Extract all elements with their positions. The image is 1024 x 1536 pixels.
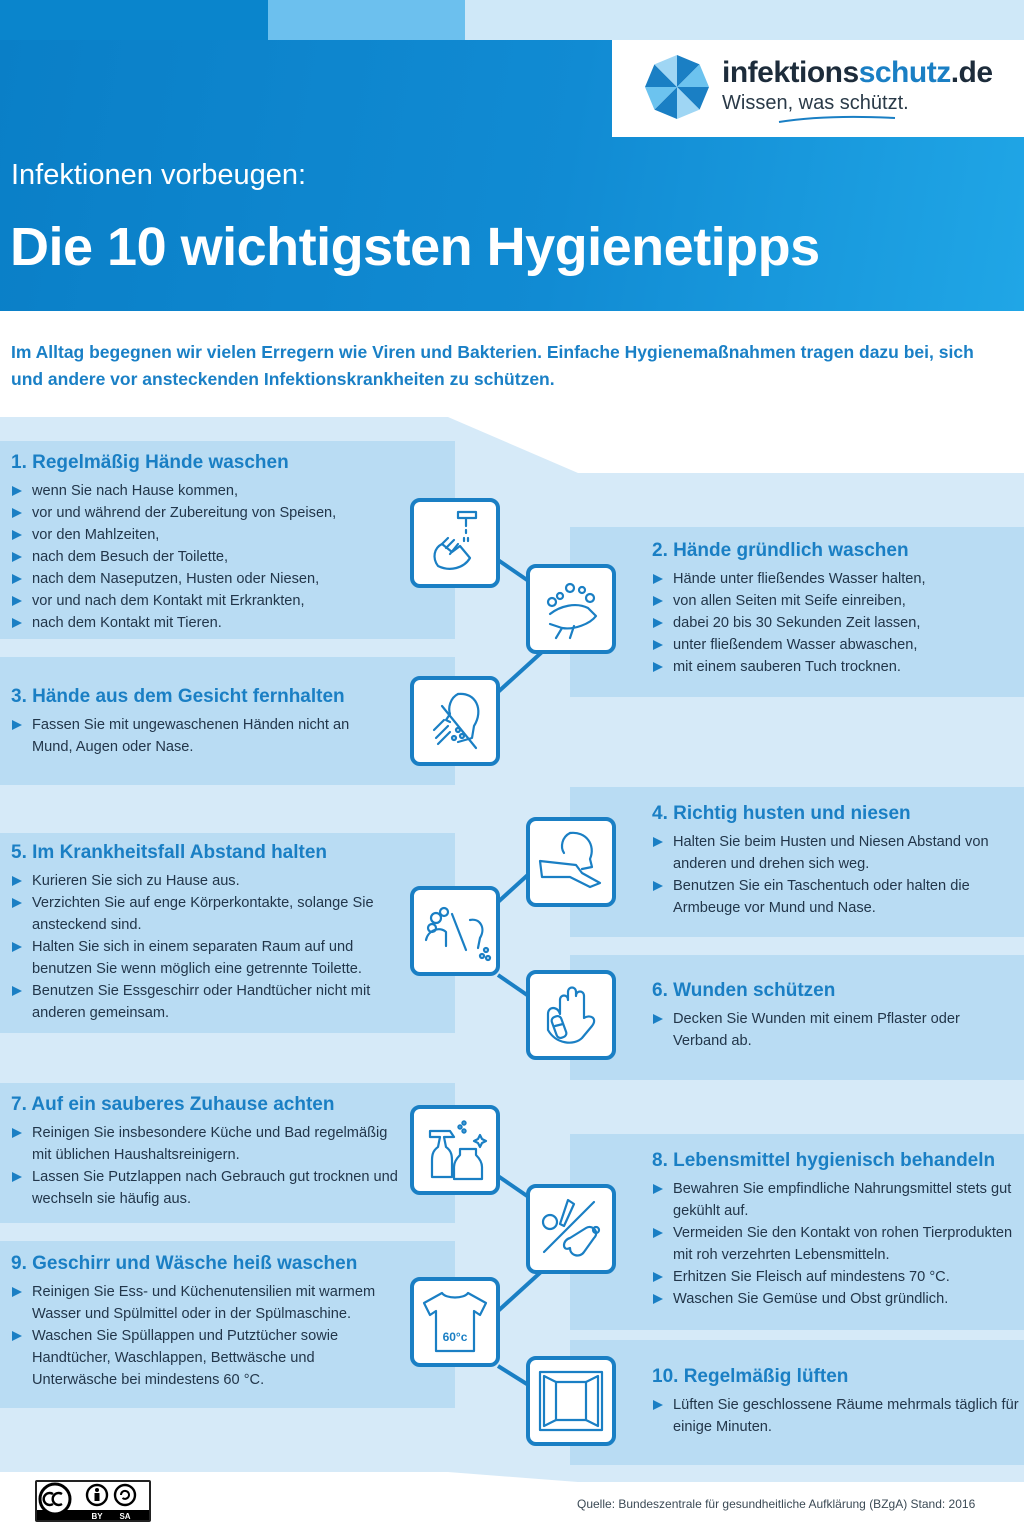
list-item: Lüften Sie geschlossene Räume mehrmals täglich für einige Minuten.: [652, 1394, 1024, 1438]
list-item: Kurieren Sie sich zu Hause aus.: [11, 870, 401, 892]
tip-6: [652, 980, 992, 1052]
tip-3: [11, 686, 391, 758]
tip-8: [652, 1150, 1024, 1310]
cough-into-elbow-icon: [526, 817, 616, 907]
list-item: Decken Sie Wunden mit einem Pflaster oder Verband ab.: [652, 1008, 992, 1052]
page-subtitle: Infektionen vorbeugen:: [11, 159, 307, 191]
list-item: von allen Seiten mit Seife einreiben,: [652, 590, 1024, 612]
list-item: nach dem Naseputzen, Husten oder Niesen,: [11, 568, 451, 590]
list-item: unter fließendem Wasser abwaschen,: [652, 634, 1024, 656]
list-item: Hände unter fließendes Wasser halten,: [652, 568, 1024, 590]
page-title: Die 10 wichtigsten Hygienetipps: [10, 217, 820, 277]
tip-4-title: 4. Richtig husten und niesen: [652, 803, 911, 824]
list-item: vor und nach dem Kontakt mit Erkrankten,: [11, 590, 451, 612]
bandaged-hand-icon: [526, 970, 616, 1060]
tip-10-title: 10. Regelmäßig lüften: [652, 1366, 849, 1387]
tip-1: [11, 452, 451, 634]
list-item: nach dem Besuch der Toilette,: [11, 546, 451, 568]
tip-6-title: 6. Wunden schützen: [652, 980, 836, 1001]
list-item: Reinigen Sie insbesondere Küche und Bad regelmäßig mit üblichen Haushaltsreinigern.: [11, 1122, 401, 1166]
list-item: Waschen Sie Spüllappen und Putztücher sowie Handtücher, Waschlappen, Bettwäsche und Unterwäsche bei mindestens 60 °C.: [11, 1325, 403, 1391]
soapy-hands-icon: [526, 564, 616, 654]
source-citation: Quelle: Bundeszentrale für gesundheitliche Aufklärung (BZgA) Stand: 2016: [577, 1497, 976, 1511]
tip-5-title: 5. Im Krankheitsfall Abstand halten: [11, 842, 328, 863]
tip-10: [652, 1366, 1024, 1438]
intro-text: Im Alltag begegnen wir vielen Erregern wie Viren und Bakterien. Einfache Hygienemaßnahmen tragen dazu bei, sich und andere vor ansteckenden Infektionskrankheiten zu schützen.: [11, 342, 974, 389]
list-item: Vermeiden Sie den Kontakt von rohen Tierprodukten mit roh verzehrten Lebensmitteln.: [652, 1222, 1024, 1266]
cc-by-sa-icon: [37, 1482, 149, 1520]
tip-7: [11, 1094, 401, 1210]
logo-tagline: Wissen, was schützt.: [722, 92, 909, 114]
tip-1-title: 1. Regelmäßig Hände waschen: [11, 452, 289, 473]
open-window-icon: [526, 1356, 616, 1446]
list-item: Halten Sie beim Husten und Niesen Abstand von anderen und drehen sich weg.: [652, 831, 1012, 875]
list-item: vor den Mahlzeiten,: [11, 524, 451, 546]
list-item: vor und während der Zubereitung von Speisen,: [11, 502, 451, 524]
tip-4: [652, 803, 1012, 919]
license-by-label: BY: [91, 1512, 103, 1520]
tip-2: [652, 540, 1024, 678]
list-item: wenn Sie nach Hause kommen,: [11, 480, 451, 502]
list-item: Fassen Sie mit ungewaschenen Händen nicht an Mund, Augen oder Nase.: [11, 714, 391, 758]
list-item: Benutzen Sie ein Taschentuch oder halten die Armbeuge vor Mund und Nase.: [652, 875, 1012, 919]
no-face-touching-icon: [410, 676, 500, 766]
tip-9-title: 9. Geschirr und Wäsche heiß waschen: [11, 1253, 358, 1274]
list-item: nach dem Kontakt mit Tieren.: [11, 612, 451, 634]
cleaning-bottles-icon: [410, 1105, 500, 1195]
list-item: Bewahren Sie empfindliche Nahrungsmittel stets gut gekühlt auf.: [652, 1178, 1024, 1222]
tip-9: [11, 1253, 403, 1391]
creative-commons-license-badge[interactable]: [35, 1480, 151, 1522]
keep-distance-icon: [410, 886, 500, 976]
list-item: Erhitzen Sie Fleisch auf mindestens 70 °C.: [652, 1266, 1024, 1288]
list-item: mit einem sauberen Tuch trocknen.: [652, 656, 1024, 678]
logo-wordmark: infektionsschutz.de: [722, 56, 993, 89]
tip-8-title: 8. Lebensmittel hygienisch behandeln: [652, 1150, 996, 1171]
tip-5: [11, 842, 401, 1024]
list-item: Halten Sie sich in einem separaten Raum auf und benutzen Sie wenn möglich eine getrennte Toilette.: [11, 936, 401, 980]
list-item: Waschen Sie Gemüse und Obst gründlich.: [652, 1288, 1024, 1310]
license-sa-label: SA: [119, 1512, 131, 1520]
list-item: Verzichten Sie auf enge Körperkontakte, solange Sie ansteckend sind.: [11, 892, 401, 936]
tip-7-title: 7. Auf ein sauberes Zuhause achten: [11, 1094, 335, 1115]
hand-washing-faucet-icon: [410, 498, 500, 588]
food-separation-icon: [526, 1184, 616, 1274]
list-item: Lassen Sie Putzlappen nach Gebrauch gut trocknen und wechseln sie häufig aus.: [11, 1166, 401, 1210]
list-item: Benutzen Sie Essgeschirr oder Handtücher nicht mit anderen gemeinsam.: [11, 980, 401, 1024]
list-item: Reinigen Sie Ess- und Küchenutensilien mit warmem Wasser und Spülmittel oder in der Spülmaschine.: [11, 1281, 403, 1325]
tip-2-title: 2. Hände gründlich waschen: [652, 540, 909, 561]
shirt-temperature-label: 60°c: [442, 1330, 468, 1344]
list-item: dabei 20 bis 30 Sekunden Zeit lassen,: [652, 612, 1024, 634]
shirt-60c-icon: [410, 1277, 500, 1367]
tip-3-title: 3. Hände aus dem Gesicht fernhalten: [11, 686, 345, 707]
